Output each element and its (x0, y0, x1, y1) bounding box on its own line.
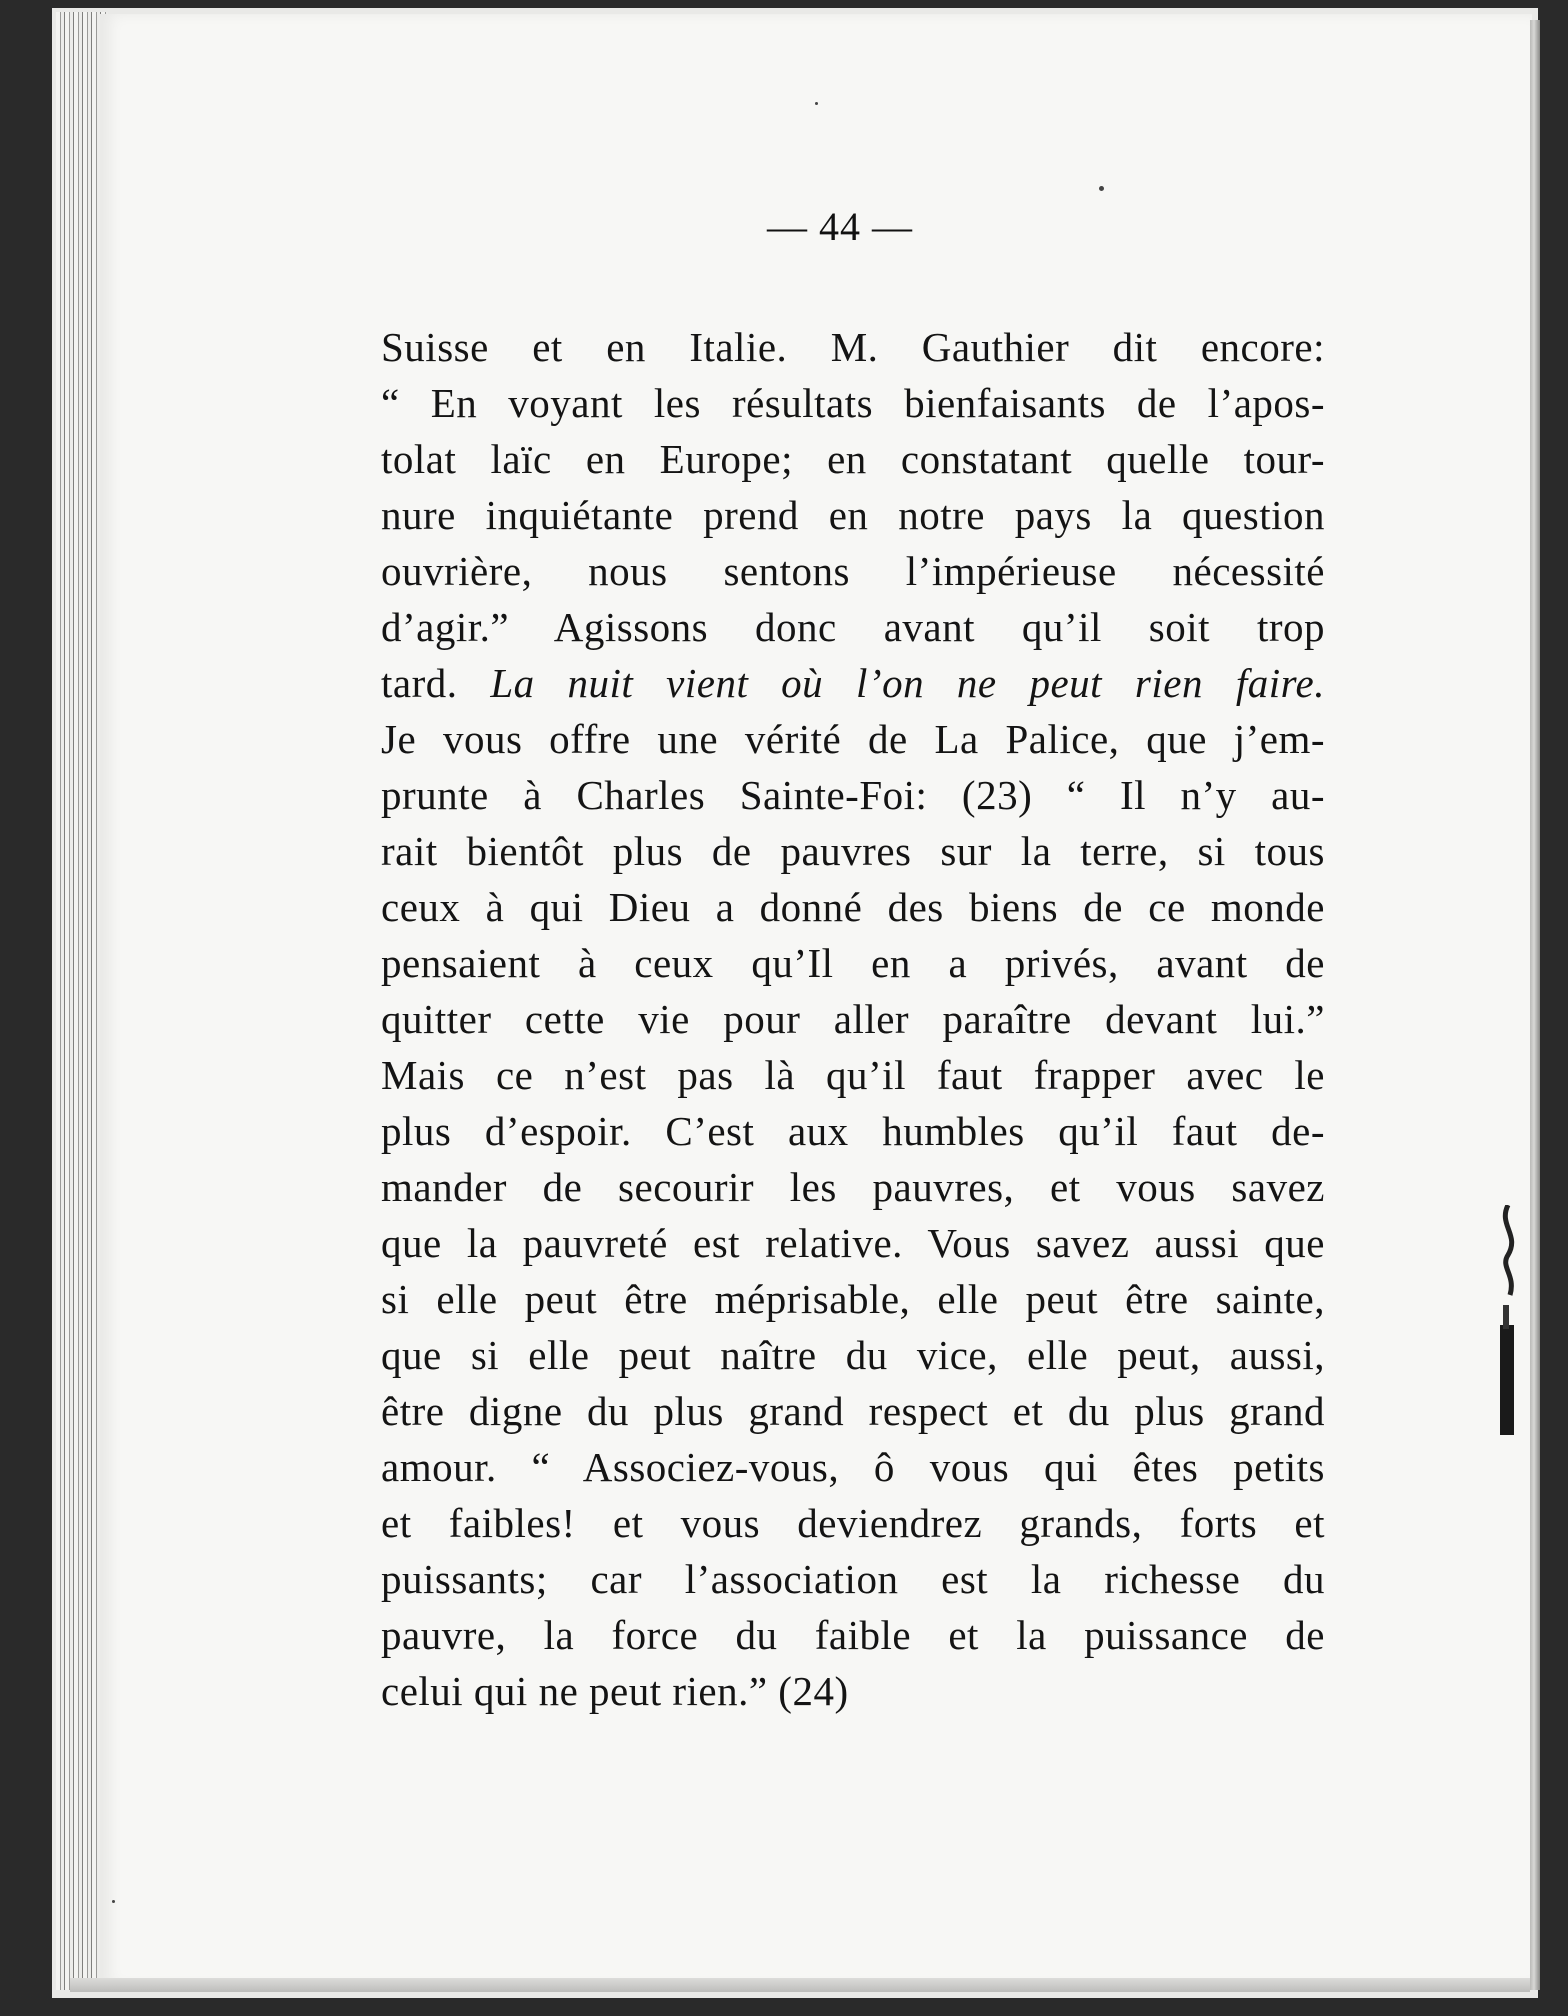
text-segment: pauvre, la force du faible et la puissance de (381, 1612, 1325, 1658)
text-line (381, 319, 1325, 375)
text-segment: prunte à Charles Sainte-Foi: (23) “ Il n’y au- (381, 772, 1325, 818)
text-line (381, 1215, 1325, 1271)
book-spine-edge (1530, 20, 1540, 1990)
text-line (381, 1103, 1325, 1159)
body-text (381, 319, 1325, 1719)
text-line (381, 1327, 1325, 1383)
text-segment: et faibles! et vous deviendrez grands, forts et (381, 1500, 1325, 1546)
binding-thread (1494, 1205, 1524, 1445)
text-line (381, 711, 1325, 767)
text-line (381, 1551, 1325, 1607)
text-line (381, 1607, 1325, 1663)
text-line (381, 823, 1325, 879)
text-segment: ouvrière, nous sentons l’impérieuse nécessité (381, 548, 1325, 594)
text-line (381, 1439, 1325, 1495)
text-line (381, 1047, 1325, 1103)
text-segment: amour. “ Associez-vous, ô vous qui êtes petits (381, 1444, 1325, 1490)
text-line (381, 655, 1325, 711)
text-line (381, 375, 1325, 431)
text-segment: La nuit vient où l’on ne peut rien faire. (490, 660, 1325, 706)
text-line (381, 991, 1325, 1047)
text-segment: rait bientôt plus de pauvres sur la terre, si tous (381, 828, 1325, 874)
page-bottom-edge (70, 1978, 1530, 1992)
text-line (381, 1159, 1325, 1215)
page-number: — 44 — (767, 204, 913, 249)
text-segment: plus d’espoir. C’est aux humbles qu’il faut de- (381, 1108, 1325, 1154)
text-segment: pensaient à ceux qu’Il en a privés, avant de (381, 940, 1325, 986)
text-line (381, 1495, 1325, 1551)
text-line (381, 935, 1325, 991)
dust-speck (1099, 186, 1104, 191)
text-line (381, 487, 1325, 543)
dust-speck (815, 102, 818, 105)
text-segment: Je vous offre une vérité de La Palice, que j’em- (381, 716, 1325, 762)
text-segment: que si elle peut naître du vice, elle peut, aussi, (381, 1332, 1325, 1378)
text-line (381, 879, 1325, 935)
text-line (381, 543, 1325, 599)
text-segment: Suisse et en Italie. M. Gauthier dit encore: (381, 324, 1325, 370)
text-segment: puissants; car l’association est la richesse du (381, 1556, 1325, 1602)
text-line (381, 599, 1325, 655)
text-segment: nure inquiétante prend en notre pays la question (381, 492, 1325, 538)
text-segment: si elle peut être méprisable, elle peut être sainte, (381, 1276, 1325, 1322)
text-segment: quitter cette vie pour aller paraître devant lui.” (381, 996, 1325, 1042)
text-segment: que la pauvreté est relative. Vous savez aussi que (381, 1220, 1325, 1266)
text-line (381, 431, 1325, 487)
text-segment: “ En voyant les résultats bienfaisants de l’apos- (381, 380, 1325, 426)
text-segment: mander de secourir les pauvres, et vous savez (381, 1164, 1325, 1210)
text-line (381, 1271, 1325, 1327)
text-segment: tard. (381, 660, 491, 706)
text-line (381, 1663, 1325, 1719)
text-line (381, 1383, 1325, 1439)
text-segment: Mais ce n’est pas là qu’il faut frapper avec le (381, 1052, 1325, 1098)
text-segment: d’agir.” Agissons donc avant qu’il soit trop (381, 604, 1325, 650)
text-line (381, 767, 1325, 823)
text-segment: tolat laïc en Europe; en constatant quelle tour- (381, 436, 1325, 482)
text-segment: celui qui ne peut rien.” (24) (381, 1668, 849, 1714)
text-segment: être digne du plus grand respect et du plus grand (381, 1388, 1325, 1434)
text-segment: ceux à qui Dieu a donné des biens de ce monde (381, 884, 1325, 930)
dust-speck (112, 1900, 115, 1903)
